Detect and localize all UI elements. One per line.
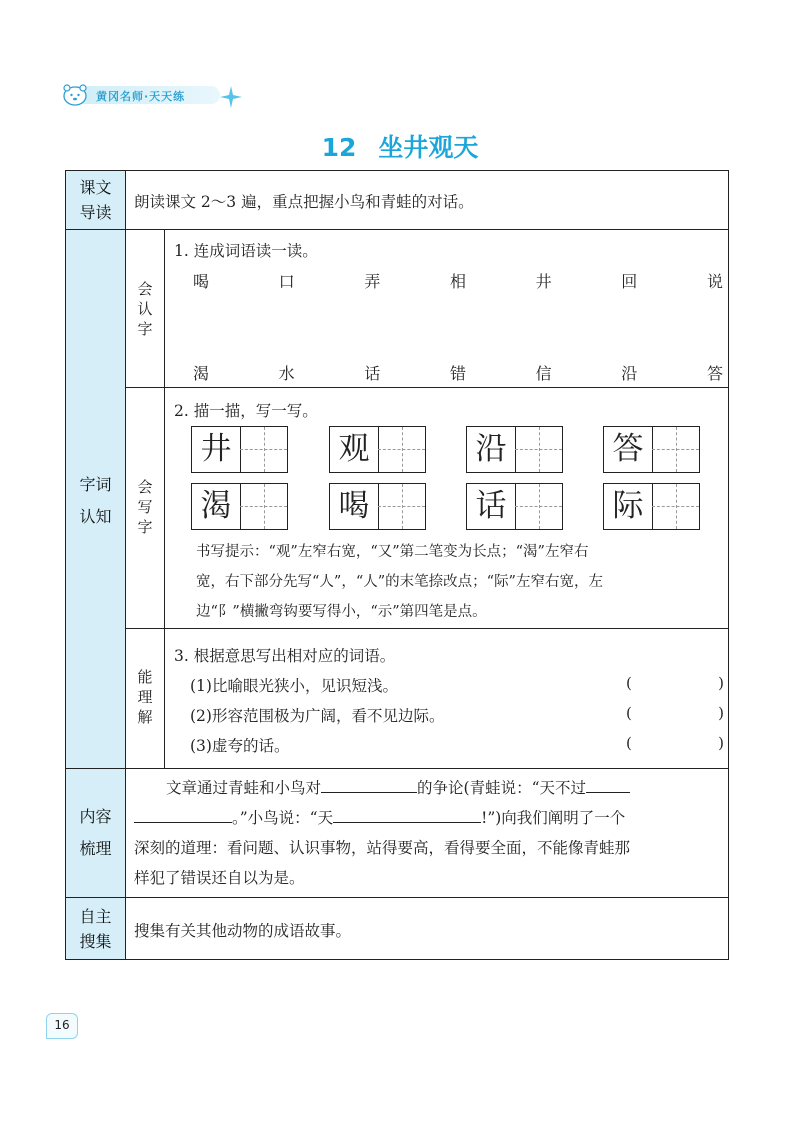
write-instruction: 2. 描一描，写一写。 bbox=[174, 402, 318, 420]
match-char-top[interactable]: 井 bbox=[535, 272, 552, 291]
fill-blank[interactable] bbox=[333, 806, 481, 823]
model-char: 沿 bbox=[467, 427, 516, 472]
paren-close: ) bbox=[718, 674, 724, 692]
sublabel-char: 理 bbox=[137, 688, 153, 706]
subcolumn-divider bbox=[164, 230, 165, 768]
writing-hint-line: 宽，右下部分先写“人”，“人”的末笔捺改点；“际”左窄右宽，左 bbox=[196, 574, 603, 590]
answer-blank[interactable] bbox=[626, 704, 724, 722]
match-char-top[interactable]: 说 bbox=[706, 272, 723, 291]
understand-item: (2)形容范围极为广阔，看不见边际。 bbox=[190, 707, 445, 725]
paren-close: ) bbox=[718, 704, 724, 722]
writing-box[interactable] bbox=[191, 483, 288, 530]
content-text: !”)向我们阐明了一个 bbox=[481, 809, 626, 827]
writing-box[interactable] bbox=[466, 483, 563, 530]
label-content-line2: 梳理 bbox=[79, 839, 112, 858]
paren-close: ) bbox=[718, 734, 724, 752]
model-char: 际 bbox=[604, 484, 653, 529]
page-number: 16 bbox=[54, 1018, 70, 1032]
row-divider bbox=[125, 628, 728, 629]
content-paragraph bbox=[134, 773, 724, 893]
worksheet-table bbox=[65, 170, 729, 960]
lesson-title bbox=[0, 128, 800, 164]
model-char: 喝 bbox=[330, 484, 379, 529]
match-char-bottom[interactable]: 水 bbox=[278, 364, 295, 383]
model-char: 话 bbox=[467, 484, 516, 529]
content-line: 样犯了错误还自以为是。 bbox=[134, 869, 305, 887]
row-divider bbox=[66, 897, 728, 898]
brand-logo bbox=[62, 82, 242, 108]
content-text: 。”小鸟说：“天 bbox=[232, 809, 334, 827]
match-char-top[interactable]: 口 bbox=[278, 272, 295, 291]
match-char-bottom[interactable]: 错 bbox=[449, 364, 466, 383]
sublabel-char: 字 bbox=[137, 320, 153, 338]
label-words-line1: 字词 bbox=[79, 475, 112, 494]
match-char-top[interactable]: 喝 bbox=[193, 272, 210, 291]
sublabel-char: 会 bbox=[137, 478, 153, 496]
grid-guide bbox=[652, 449, 699, 450]
understand-item: (1)比喻眼光狭小，见识短浅。 bbox=[190, 677, 398, 695]
label-guide-line2: 导读 bbox=[79, 203, 112, 222]
fill-blank[interactable] bbox=[134, 806, 232, 823]
match-char-top[interactable]: 回 bbox=[621, 272, 638, 291]
content-line bbox=[134, 773, 724, 803]
bear-icon bbox=[62, 82, 88, 106]
brand-text: 黄冈名师·天天练 bbox=[96, 90, 186, 103]
label-collect-line2: 搜集 bbox=[79, 932, 112, 951]
recognize-instruction: 1. 连成词语读一读。 bbox=[174, 242, 318, 260]
match-char-bottom[interactable]: 沿 bbox=[621, 364, 638, 383]
guide-text: 朗读课文 2～3 遍，重点把握小鸟和青蛙的对话。 bbox=[134, 193, 474, 211]
answer-blank[interactable] bbox=[626, 734, 724, 752]
content-line: 深刻的道理：看问题、认识事物，站得要高，看得要全面，不能像青蛙那 bbox=[134, 839, 631, 857]
sublabel-recognize bbox=[126, 279, 164, 339]
writing-hint bbox=[196, 537, 724, 627]
content-text: 文章通过青蛙和小鸟对 bbox=[166, 779, 322, 797]
model-char: 答 bbox=[604, 427, 653, 472]
sublabel-char: 能 bbox=[137, 668, 153, 686]
label-words-line2: 认知 bbox=[79, 507, 112, 526]
model-char: 渴 bbox=[192, 484, 241, 529]
lesson-number: 12 bbox=[321, 133, 357, 162]
model-char: 井 bbox=[192, 427, 241, 472]
match-char-bottom[interactable]: 渴 bbox=[193, 364, 210, 383]
model-char: 观 bbox=[330, 427, 379, 472]
writing-box[interactable] bbox=[329, 483, 426, 530]
sublabel-write bbox=[126, 477, 164, 537]
writing-box[interactable] bbox=[603, 426, 700, 473]
sublabel-char: 写 bbox=[137, 498, 153, 516]
fill-blank[interactable] bbox=[586, 776, 630, 793]
row-divider bbox=[66, 768, 728, 769]
paren-open: ( bbox=[626, 674, 632, 692]
grid-guide bbox=[240, 449, 287, 450]
grid-guide bbox=[378, 506, 425, 507]
label-collect bbox=[66, 904, 125, 954]
writing-box[interactable] bbox=[191, 426, 288, 473]
grid-guide bbox=[240, 506, 287, 507]
understand-instruction: 3. 根据意思写出相对应的词语。 bbox=[174, 647, 396, 665]
content-line bbox=[134, 803, 724, 833]
writing-hint-line: 边“阝”横撇弯钩要写得小，“示”第四笔是点。 bbox=[196, 604, 487, 620]
paren-open: ( bbox=[626, 704, 632, 722]
writing-hint-line: 书写提示：“观”左窄右宽，“又”第二笔变为长点；“渴”左窄右 bbox=[196, 544, 589, 560]
collect-text: 搜集有关其他动物的成语故事。 bbox=[134, 922, 352, 940]
label-words bbox=[66, 469, 125, 533]
label-content bbox=[66, 801, 125, 865]
writing-box[interactable] bbox=[466, 426, 563, 473]
sublabel-char: 认 bbox=[137, 300, 153, 318]
grid-guide bbox=[515, 506, 562, 507]
match-char-bottom[interactable]: 信 bbox=[535, 364, 552, 383]
label-content-line1: 内容 bbox=[79, 807, 112, 826]
fill-blank[interactable] bbox=[321, 776, 417, 793]
star-icon bbox=[220, 86, 242, 108]
recognize-top-row bbox=[193, 269, 723, 292]
grid-guide bbox=[652, 506, 699, 507]
lesson-name: 坐井观天 bbox=[378, 133, 479, 162]
match-char-top[interactable]: 相 bbox=[449, 272, 466, 291]
paren-open: ( bbox=[626, 734, 632, 752]
writing-box[interactable] bbox=[329, 426, 426, 473]
answer-blank[interactable] bbox=[626, 674, 724, 692]
grid-guide bbox=[515, 449, 562, 450]
sublabel-char: 解 bbox=[137, 708, 153, 726]
row-divider bbox=[66, 229, 728, 230]
label-guide bbox=[66, 175, 125, 225]
label-guide-line1: 课文 bbox=[79, 178, 112, 197]
sublabel-understand bbox=[126, 667, 164, 727]
sublabel-char: 会 bbox=[137, 280, 153, 298]
content-text: 的争论(青蛙说：“天不过 bbox=[417, 779, 586, 797]
grid-guide bbox=[378, 449, 425, 450]
label-collect-line1: 自主 bbox=[79, 907, 112, 926]
match-char-top[interactable]: 弄 bbox=[364, 272, 381, 291]
match-char-bottom[interactable]: 答 bbox=[706, 364, 723, 383]
understand-item: (3)虚夸的话。 bbox=[190, 737, 290, 755]
row-divider bbox=[125, 387, 728, 388]
match-char-bottom[interactable]: 话 bbox=[364, 364, 381, 383]
sublabel-char: 字 bbox=[137, 518, 153, 536]
writing-box[interactable] bbox=[603, 483, 700, 530]
recognize-bottom-row bbox=[193, 361, 723, 384]
